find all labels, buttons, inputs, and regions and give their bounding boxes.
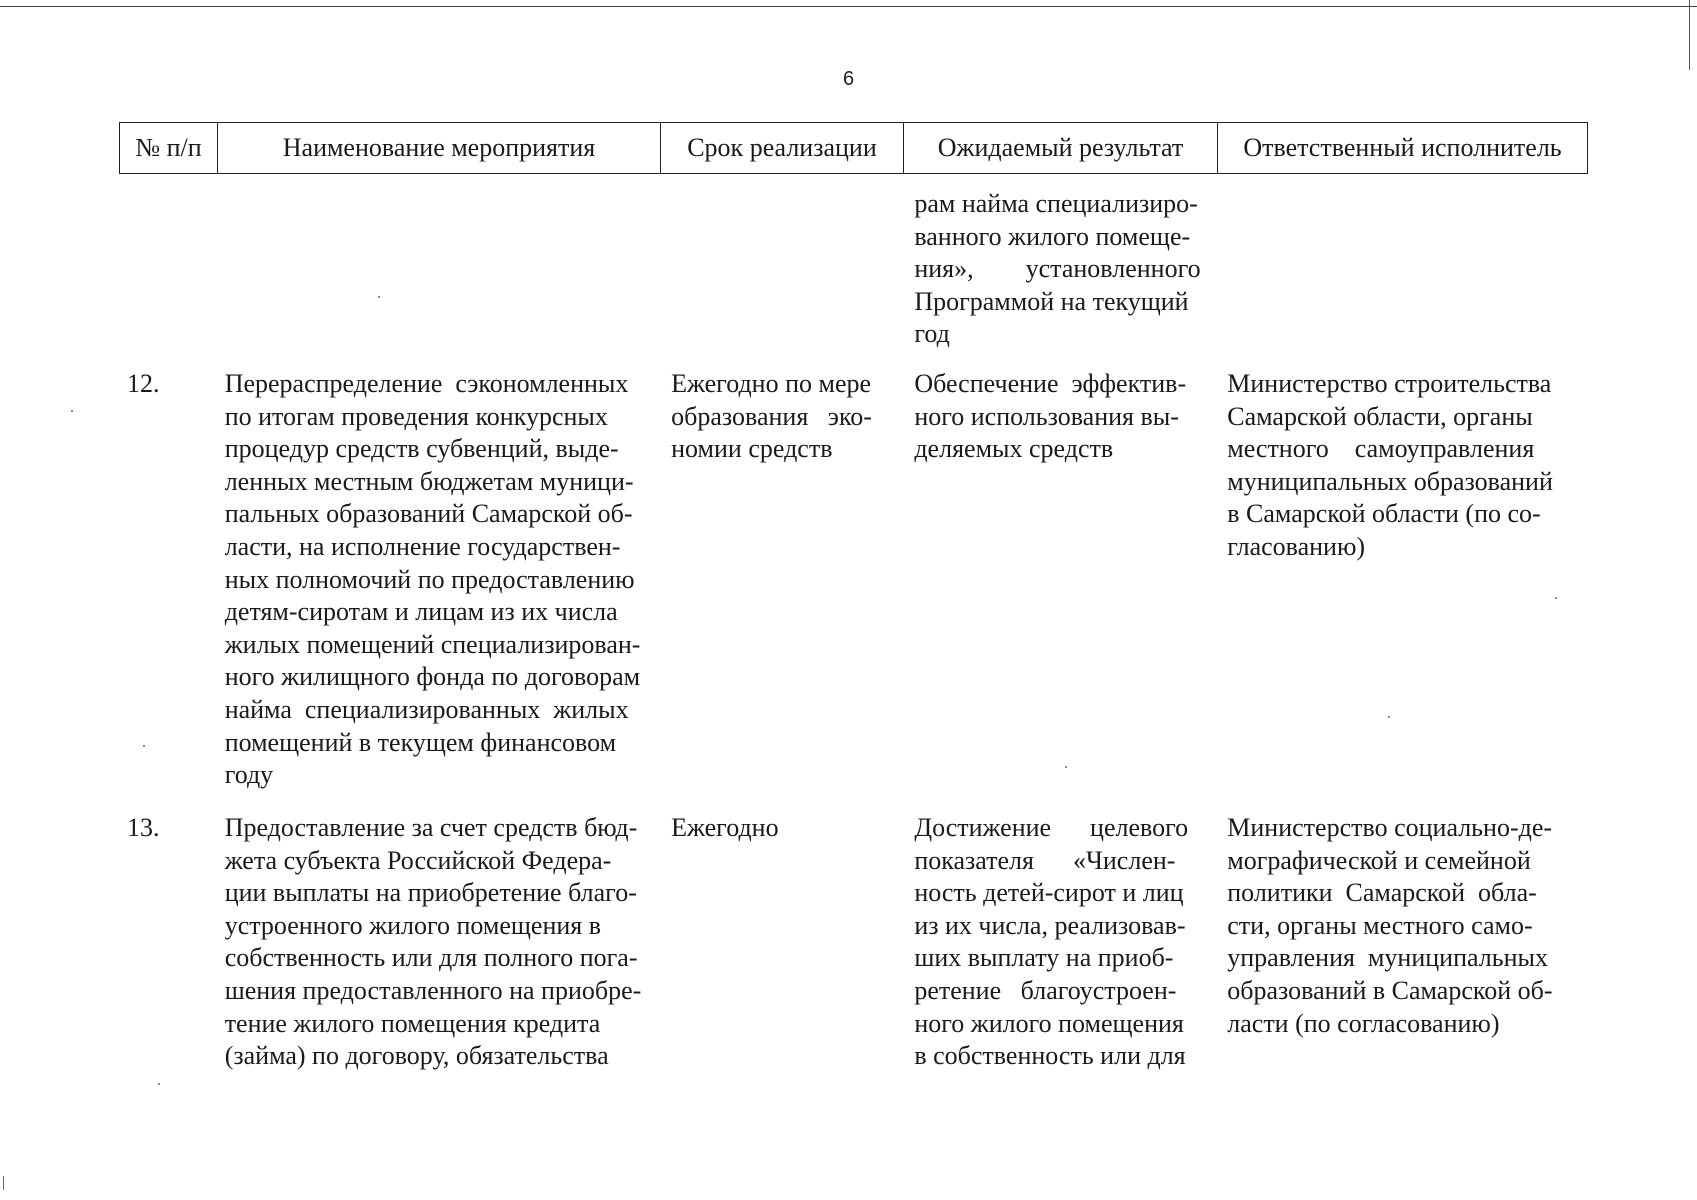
text-line: по итогам проведения конкурсных <box>224 401 608 431</box>
text-line: ших выплату на приоб- <box>914 943 1174 973</box>
text-line: Министерство социально-де- <box>1227 813 1553 842</box>
text-line: сти, органы местного само- <box>1227 910 1533 940</box>
cell-responsible <box>1220 368 1588 812</box>
scan-speck <box>1388 716 1390 718</box>
text-line: год <box>914 319 950 349</box>
text-line: номии средств <box>671 434 833 464</box>
scan-speck <box>1555 597 1557 599</box>
top-border-line <box>0 6 1697 7</box>
text-line: гласованию) <box>1227 531 1366 561</box>
text-line: найма специализированных жилых <box>224 694 629 724</box>
text-line: ного жилого помещения <box>914 1008 1184 1038</box>
text-line: местного самоуправления <box>1227 434 1535 464</box>
text-line: образования эко- <box>671 401 872 431</box>
text-line: ции выплаты на приобретение благо- <box>224 878 637 908</box>
text-line: (займа) по договору, обязательства <box>224 1041 609 1071</box>
header-responsible: Ответственный исполнитель <box>1243 133 1562 162</box>
table-row <box>119 368 1588 812</box>
text-line: образований в Самарской об- <box>1227 975 1553 1005</box>
text-line: Достижение целевого <box>914 813 1189 842</box>
text-line: устроенного жилого помещения в <box>224 910 602 940</box>
header-term: Срок реализации <box>661 123 904 173</box>
text-line: ния», установленного <box>914 254 1201 284</box>
text-line: ность детей-сирот и лиц <box>914 878 1184 908</box>
cell-name <box>119 812 665 1112</box>
cell-num: 13. <box>127 813 160 842</box>
cell-result <box>907 812 1220 1112</box>
text-line: Ежегодно <box>671 813 779 842</box>
text-line: помещений в текущем финансовом <box>224 727 617 757</box>
text-line: политики Самарской обла- <box>1227 878 1537 908</box>
scan-speck <box>71 410 73 412</box>
text-line: жилых помещений специализирован- <box>224 629 641 659</box>
table-header-row <box>119 122 1588 174</box>
table-row <box>119 812 1588 1112</box>
scan-speck <box>158 1083 160 1085</box>
header-result: Ожидаемый результат <box>904 123 1218 173</box>
text-line: году <box>224 760 274 790</box>
text-line: ласти (по согласованию) <box>1227 1008 1500 1038</box>
text-line: ных полномочий по предоставлению <box>224 564 635 594</box>
text-line: ного использования вы- <box>914 401 1179 431</box>
table-body <box>119 174 1588 1112</box>
cell-result <box>907 368 1220 812</box>
text-line: в собственность или для <box>914 1041 1186 1071</box>
cell-responsible <box>1220 812 1588 1112</box>
table-row-continuation <box>119 174 1588 368</box>
text-line: деляемых средств <box>914 434 1114 464</box>
cell-result <box>907 188 1220 368</box>
text-line: из их числа, реализовав- <box>914 910 1186 940</box>
text-line: ретение благоустроен- <box>914 975 1177 1005</box>
text-line: Обеспечение эффектив- <box>914 369 1187 398</box>
cell-term <box>665 368 907 812</box>
text-line: ленных местным бюджетам муници- <box>224 466 634 496</box>
scan-speck <box>143 745 145 747</box>
text-line: тение жилого помещения кредита <box>224 1008 601 1038</box>
text-line: ного жилищного фонда по договорам <box>224 662 641 692</box>
text-line: процедур средств субвенций, выде- <box>224 434 619 464</box>
text-line: мографической и семейной <box>1227 845 1531 875</box>
text-line: пальных образований Самарской об- <box>224 499 633 529</box>
cell-name <box>119 368 665 812</box>
cell-name <box>119 188 665 368</box>
text-line: шения предоставленного на приобре- <box>224 975 642 1005</box>
text-line: ласти, на исполнение государствен- <box>224 531 621 561</box>
cell-responsible <box>1220 188 1588 368</box>
right-edge-line <box>1689 0 1690 70</box>
text-line: управления муниципальных <box>1227 943 1548 973</box>
text-line: Министерство строительства <box>1227 369 1552 398</box>
header-num: № п/п <box>120 123 218 173</box>
header-name: Наименование мероприятия <box>218 123 661 173</box>
page-number: 6 <box>842 68 855 90</box>
text-line: рам найма специализиро- <box>914 189 1198 218</box>
text-line: в Самарской области (по со- <box>1227 499 1541 529</box>
text-line: ванного жилого помеще- <box>914 221 1191 251</box>
text-line: Ежегодно по мере <box>671 369 872 398</box>
cell-term <box>665 812 907 1112</box>
text-line: Программой на текущий <box>914 286 1189 316</box>
text-line: Перераспределение сэкономленных <box>224 369 629 398</box>
text-line: муниципальных образований <box>1227 466 1553 496</box>
text-line: показателя «Числен- <box>914 845 1176 875</box>
text-line: детям-сиротам и лицам из их числа <box>224 597 618 627</box>
text-line: Предоставление за счет средств бюд- <box>224 813 638 842</box>
scan-speck <box>1065 766 1067 768</box>
text-line: жета субъекта Российской Федера- <box>224 845 612 875</box>
scan-speck <box>3 1176 4 1190</box>
cell-num: 12. <box>127 369 160 398</box>
text-line: собственность или для полного пога- <box>224 943 638 973</box>
scan-speck <box>378 296 380 298</box>
text-line: Самарской области, органы <box>1227 401 1533 431</box>
cell-term <box>665 188 907 368</box>
